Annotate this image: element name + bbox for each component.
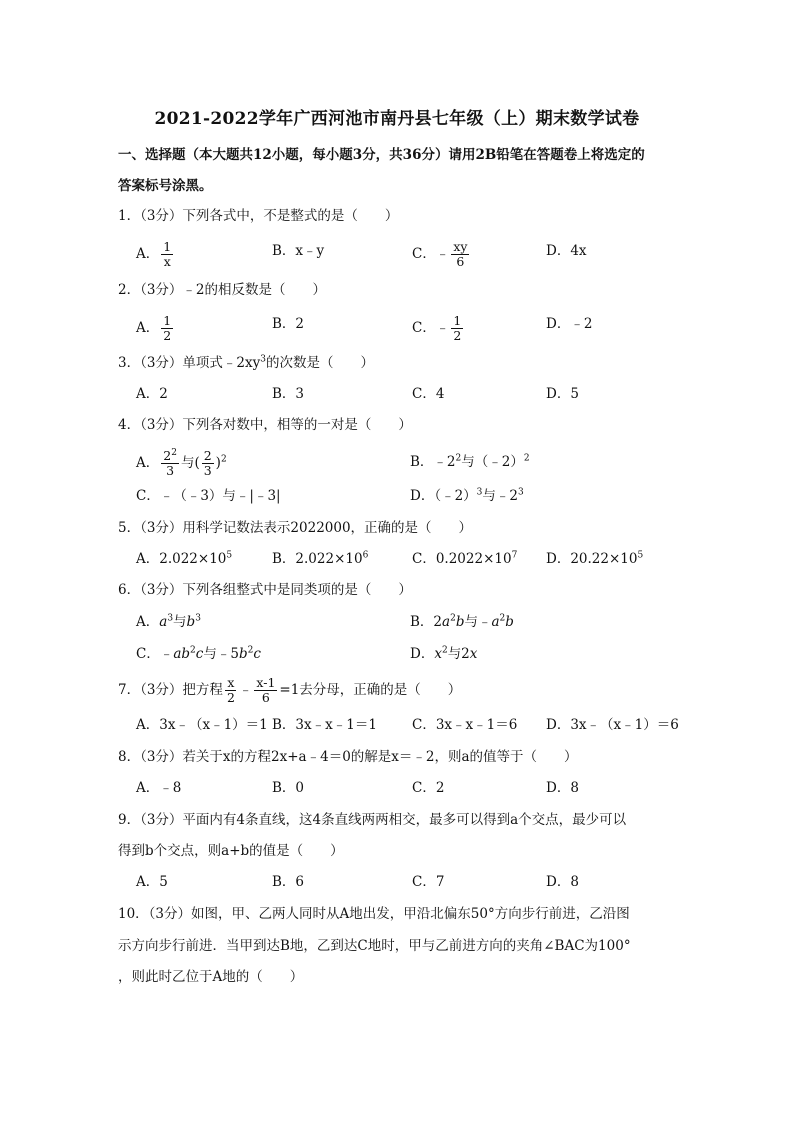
fraction: $\frac{xy}{6}$ — [453, 239, 468, 269]
question-2-option-b: B．2 — [272, 316, 305, 332]
question-6-stem: 6．（3分）下列各组整式中是同类项的是（ ） — [118, 582, 412, 598]
question-7-option-b: B．3x﹣x﹣1＝1 — [272, 717, 377, 733]
fraction: $\frac{1}{2}$ — [163, 313, 172, 343]
question-10-stem-line2: 示方向步行前进．当甲到达B地，乙到达C地时，甲与乙前进方向的夹角∠BAC为100° — [118, 938, 631, 954]
question-6-option-d: D．$x^2$与2x — [410, 645, 478, 662]
question-5-stem: 5．（3分）用科学记数法表示2022000，正确的是（ ） — [118, 520, 473, 536]
question-6-option-a: A．$a^3$与$b^3$ — [136, 613, 201, 630]
question-7-stem: 7．（3分）把方程 $\frac{x}{2}$ ﹣ $\frac{x-1}{6}$ =1去分母，正确的是（ ） — [118, 675, 462, 705]
question-2-option-a: A． $\frac{1}{2}$ — [136, 313, 172, 343]
question-10-stem-line3: ，则此时乙位于A地的（ ） — [118, 969, 304, 985]
fraction: $\frac{2}{3}$ — [203, 448, 212, 478]
question-9-option-c: C．7 — [412, 874, 445, 890]
question-1-option-a: A． $\frac{1}{x}$ — [136, 239, 172, 269]
question-2-stem: 2．（3分）﹣2的相反数是（ ） — [118, 282, 327, 298]
question-2-option-c: C．﹣ $\frac{1}{2}$ — [412, 313, 462, 343]
question-9-option-d: D．8 — [546, 874, 579, 890]
question-5-option-d: D．$20.22\times 10^5$ — [546, 550, 644, 567]
section-heading-line2: 答案标号涂黑。 — [118, 178, 213, 194]
question-3-option-a: A．2 — [136, 386, 168, 402]
question-1-option-c: C．﹣ $\frac{xy}{6}$ — [412, 239, 468, 269]
question-9-option-a: A．5 — [136, 874, 168, 890]
question-4-option-c: C．﹣（﹣3）与﹣|﹣3| — [136, 488, 281, 504]
fraction: $\frac{1}{x}$ — [163, 239, 172, 269]
fraction: $\frac{x}{2}$ — [226, 675, 235, 705]
question-5-option-b: B．$2.022\times 10^6$ — [272, 550, 369, 567]
question-3-option-b: B．3 — [272, 386, 305, 402]
question-5-option-c: C．$0.2022\times 10^7$ — [412, 550, 518, 567]
question-9-option-b: B．6 — [272, 874, 305, 890]
section-heading-line1: 一、选择题（本大题共12小题，每小题3分，共36分）请用2B铅笔在答题卷上将选定的 — [118, 147, 645, 163]
question-8-option-a: A．﹣8 — [136, 780, 182, 796]
question-1-stem: 1．（3分）下列各式中，不是整式的是（ ） — [118, 208, 399, 224]
question-8-option-c: C．2 — [412, 780, 445, 796]
question-6-option-b: B．$2a^2b$与$﹣a^2b$ — [410, 613, 514, 630]
question-9-stem-line2: 得到b个交点，则a+b的值是（ ） — [118, 843, 344, 859]
question-4-stem: 4．（3分）下列各对数中，相等的一对是（ ） — [118, 417, 412, 433]
question-3-stem: 3．（3分）单项式$﹣2xy^3$的次数是（ ） — [118, 354, 374, 371]
question-1-option-b: B．x﹣y — [272, 243, 325, 259]
question-2-option-d: D．﹣2 — [546, 316, 593, 332]
question-4-option-d: D．（﹣2）$^3$与$﹣2^3$ — [410, 487, 524, 504]
question-4-option-a: A． $\frac{2^2}{3}$ 与( $\frac{2}{3}$ )$^2$ — [136, 447, 227, 478]
question-5-option-a: A．$2.022\times 10^5$ — [136, 550, 233, 567]
page-title: 2021-2022学年广西河池市南丹县七年级（上）期末数学试卷 — [154, 109, 640, 129]
question-3-option-c: C．4 — [412, 386, 445, 402]
question-8-option-d: D．8 — [546, 780, 579, 796]
question-1-option-d: D．4x — [546, 243, 587, 259]
question-3-option-d: D．5 — [546, 386, 579, 402]
question-7-option-d: D．3x﹣（x﹣1）＝6 — [546, 717, 679, 733]
question-7-option-a: A．3x﹣（x﹣1）＝1 — [136, 717, 268, 733]
question-8-stem: 8．（3分）若关于x的方程2x+a﹣4＝0的解是x＝﹣2，则a的值等于（ ） — [118, 749, 578, 765]
section-heading — [118, 140, 688, 202]
question-7-option-c: C．3x﹣x﹣1＝6 — [412, 717, 518, 733]
question-8-option-b: B．0 — [272, 780, 305, 796]
fraction: $\frac{2^2}{3}$ — [163, 447, 177, 478]
fraction: $\frac{x-1}{6}$ — [256, 675, 276, 705]
question-9-stem-line1: 9．（3分）平面内有4条直线，这4条直线两两相交，最多可以得到a个交点，最少可以 — [118, 812, 627, 828]
question-10-stem-line1: 10．（3分）如图，甲、乙两人同时从A地出发，甲沿北偏东50°方向步行前进，乙沿图 — [118, 906, 630, 922]
question-4-option-b: B．$﹣2^2$与（﹣2）$^2$ — [410, 453, 530, 470]
fraction: $\frac{1}{2}$ — [453, 313, 462, 343]
question-6-option-c: C．$﹣ab^2c$与$﹣5b^2c$ — [136, 645, 261, 662]
